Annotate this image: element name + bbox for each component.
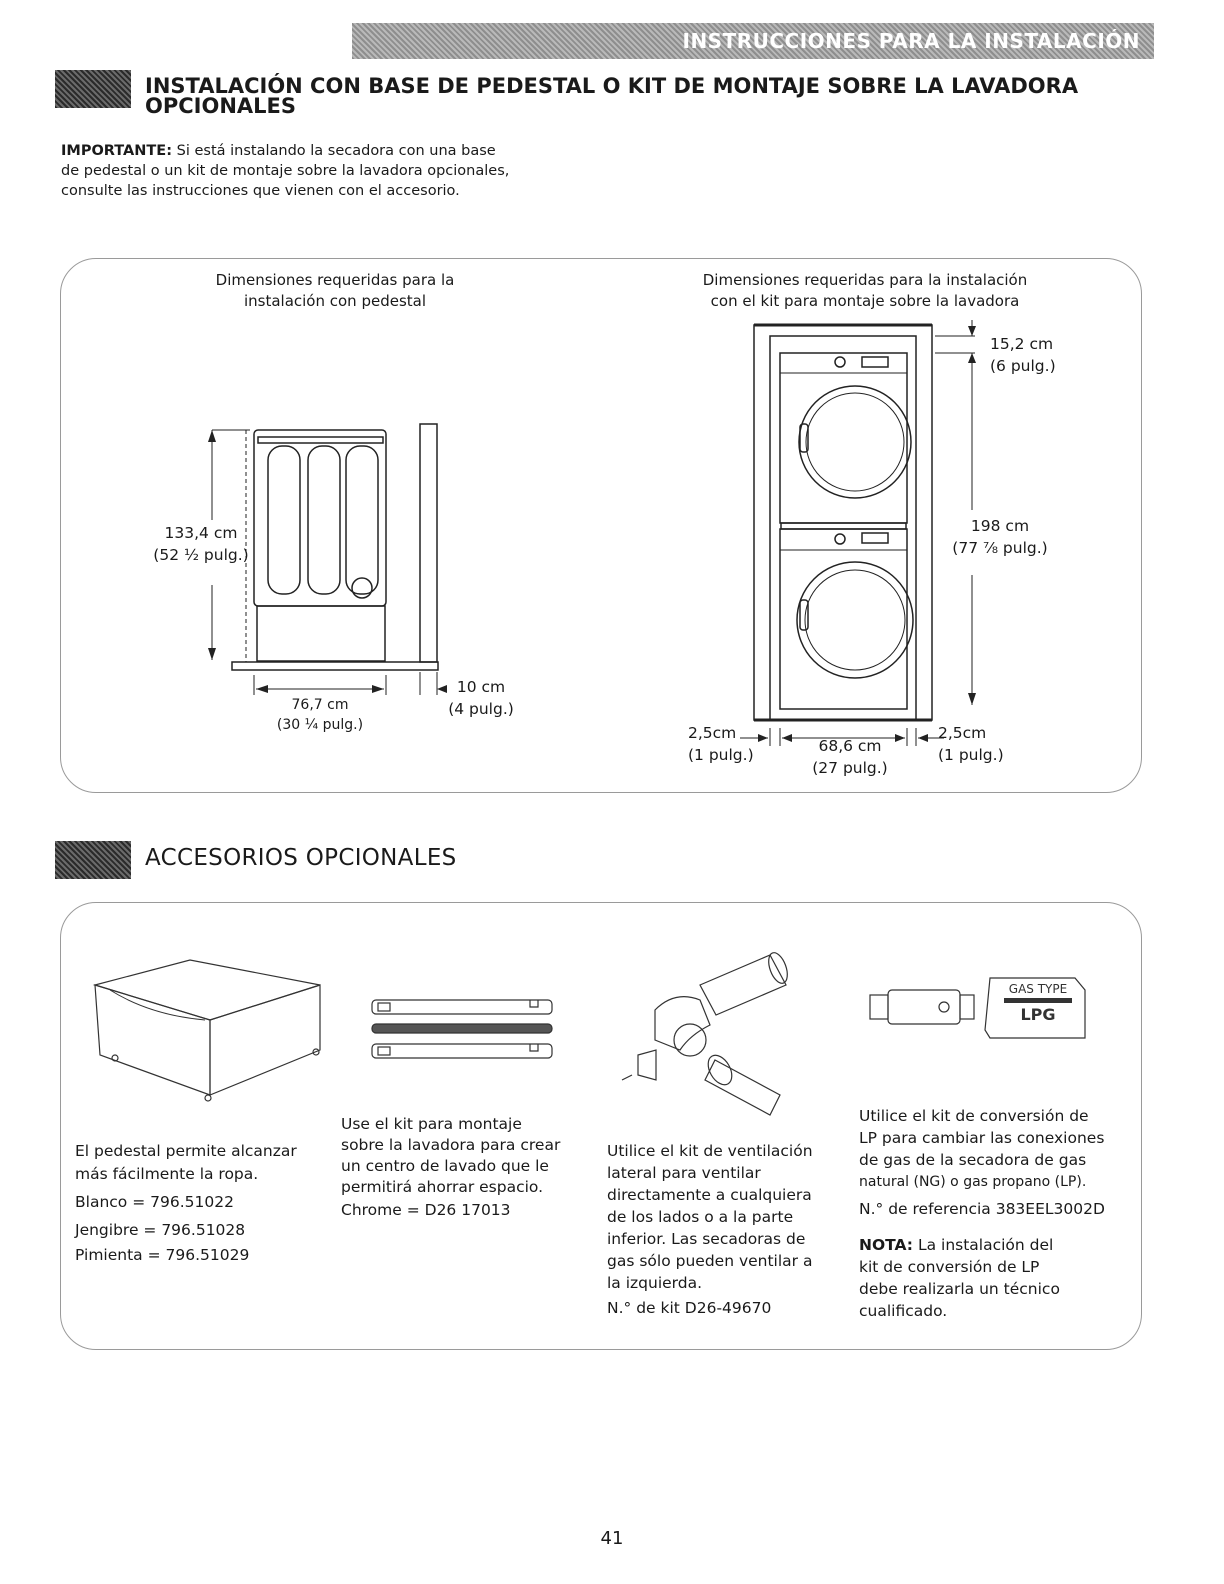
stack-kit-line1: Use el kit para montaje	[341, 1115, 522, 1133]
side-right-in: (1 pulg.)	[938, 746, 1004, 764]
stacking-kit-illustration	[372, 1000, 552, 1058]
lp-kit-line2: LP para cambiar las conexiones	[859, 1129, 1105, 1147]
gas-type-tag	[998, 982, 1078, 1024]
vent-kit-line3: directamente a cualquiera	[607, 1186, 812, 1204]
stack-kit-description	[341, 1114, 601, 1221]
section-title-line2: OPCIONALES	[145, 94, 296, 118]
pedestal-clearance-in: (4 pulg.)	[448, 700, 514, 718]
pedestal-width-in: (30 ¼ pulg.)	[276, 717, 364, 733]
stack-top-cm: 15,2 cm	[990, 335, 1054, 353]
pedestal-line1: El pedestal permite alcanzar	[75, 1142, 297, 1160]
stack-caption-line2: con el kit para montaje sobre la lavadora	[710, 292, 1020, 310]
gas-type-tag-bar	[1004, 998, 1072, 1003]
pedestal-clearance-cm: 10 cm	[456, 678, 506, 696]
lp-kit-line1: Utilice el kit de conversión de	[859, 1107, 1089, 1125]
vent-kit-line7: la izquierda.	[607, 1274, 703, 1292]
lp-kit-line3: de gas de la secadora de gas	[859, 1151, 1087, 1169]
side-right-cm: 2,5cm	[938, 724, 987, 742]
lp-kit-code: N.° de referencia 383EEL3002D	[859, 1200, 1105, 1218]
stack-width-cm: 68,6 cm	[818, 737, 882, 755]
stack-top-in: (6 pulg.)	[990, 357, 1056, 375]
stack-width-in: (27 pulg.)	[812, 759, 888, 777]
important-line1: Si está instalando la secadora con una base	[176, 143, 496, 159]
vent-kit-line2: lateral para ventilar	[607, 1164, 761, 1182]
vent-kit-code: N.° de kit D26-49670	[607, 1299, 772, 1317]
stack-kit-code: Chrome = D26 17013	[341, 1201, 511, 1219]
lp-kit-note-line2: kit de conversión de LP	[859, 1258, 1040, 1276]
vent-kit-line4: de los lados o a la parte	[607, 1208, 794, 1226]
gas-type-tag-line1: GAS TYPE	[1008, 982, 1068, 996]
stack-kit-line3: un centro de lavado que le	[341, 1157, 549, 1175]
stack-height-in: (77 ⅞ pulg.)	[952, 539, 1048, 557]
pedestal-caption-line1: Dimensiones requeridas para la	[215, 271, 455, 289]
lp-kit-description	[859, 1105, 1134, 1322]
vent-kit-line6: gas sólo pueden ventilar a	[607, 1252, 813, 1270]
lp-kit-note-line1: La instalación del	[917, 1236, 1054, 1254]
stack-kit-line4: permitirá ahorrar espacio.	[341, 1178, 544, 1196]
stack-kit-line2: sobre la lavadora para crear	[341, 1136, 561, 1154]
important-line3: consulte las instrucciones que vienen con el accesorio.	[61, 183, 460, 199]
vent-kit-line5: inferior. Las secadoras de	[607, 1230, 806, 1248]
pedestal-description	[75, 1140, 335, 1267]
lp-kit-note-label: NOTA:	[859, 1236, 914, 1254]
stack-caption-line1: Dimensiones requeridas para la instalación	[702, 271, 1028, 289]
header-banner-text: INSTRUCCIONES PARA LA INSTALACIÓN	[682, 29, 1140, 53]
pedestal-width-cm: 76,7 cm	[291, 697, 349, 713]
side-left-in: (1 pulg.)	[688, 746, 754, 764]
pedestal-color1: Blanco = 796.51022	[75, 1193, 234, 1211]
important-line2: de pedestal o un kit de montaje sobre la lavadora opcionales,	[61, 163, 510, 179]
pedestal-caption-line2: instalación con pedestal	[243, 292, 427, 310]
vent-kit-line1: Utilice el kit de ventilación	[607, 1142, 813, 1160]
pedestal-height-in: (52 ½ pulg.)	[153, 546, 249, 564]
pedestal-illustration	[95, 960, 320, 1101]
pedestal-color3: Pimienta = 796.51029	[75, 1246, 250, 1264]
vent-kit-description	[607, 1140, 852, 1319]
side-left-cm: 2,5cm	[688, 724, 737, 742]
stack-height-cm: 198 cm	[970, 517, 1030, 535]
section2-title: ACCESORIOS OPCIONALES	[145, 845, 457, 871]
lp-kit-note-line4: cualificado.	[859, 1302, 948, 1320]
page-number: 41	[600, 1528, 624, 1549]
lp-kit-note-line3: debe realizarla un técnico	[859, 1280, 1060, 1298]
lp-kit-line4: natural (NG) o gas propano (LP).	[859, 1174, 1087, 1190]
section-title-line1: INSTALACIÓN CON BASE DE PEDESTAL O KIT DE MONTAJE SOBRE LA LAVADORA	[145, 74, 1079, 98]
pedestal-height-cm: 133,4 cm	[164, 524, 238, 542]
important-label: IMPORTANTE:	[61, 143, 173, 159]
vent-kit-illustration	[622, 950, 791, 1115]
pedestal-color2: Jengibre = 796.51028	[75, 1221, 246, 1239]
gas-type-tag-line2: LPG	[1020, 1005, 1056, 1024]
pedestal-line2: más fácilmente la ropa.	[75, 1165, 259, 1183]
